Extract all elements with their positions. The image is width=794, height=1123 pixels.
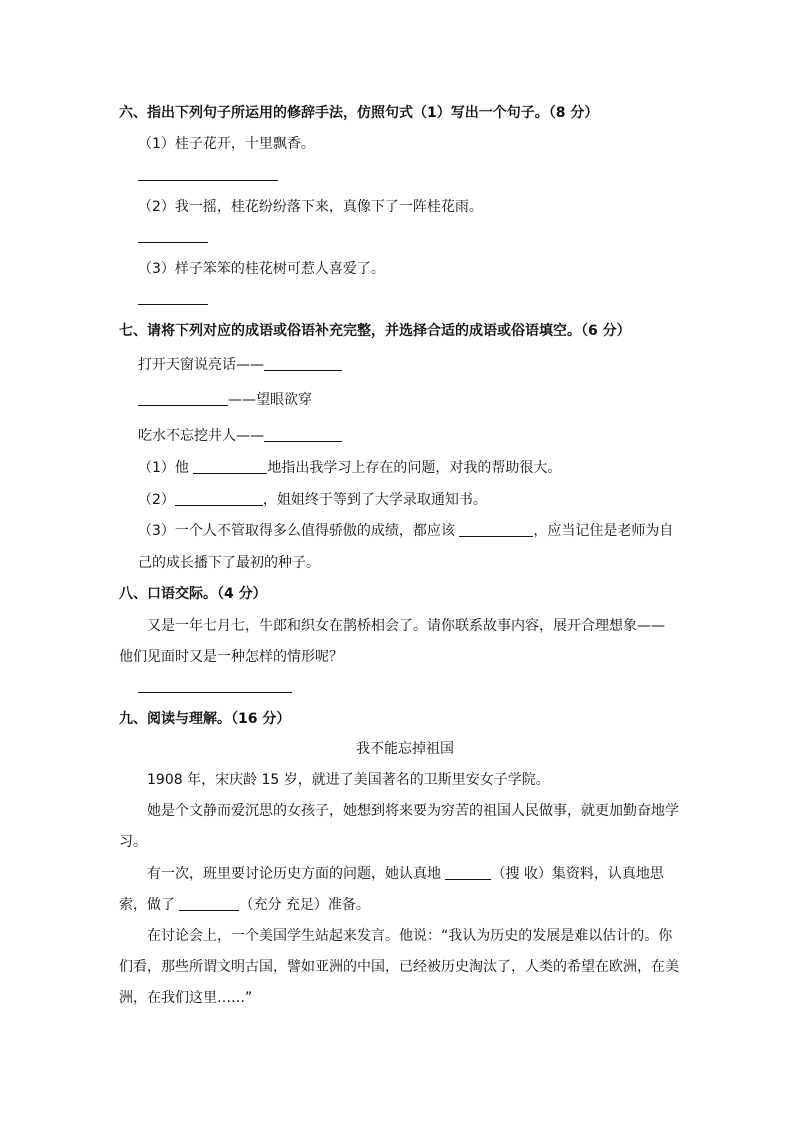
section-8-heading: 八、口语交际。（4 分） <box>119 586 267 602</box>
s7-fill-2 <box>138 491 487 509</box>
s7-fill-2-blank[interactable] <box>175 491 263 506</box>
s6-answer-line-1[interactable] <box>138 180 278 181</box>
s7-idiom-2-text: ——望眼欲穿 <box>228 392 312 408</box>
s7-fill-3-continuation: 己的成长播下了最初的种子。 <box>138 555 320 571</box>
s7-fill-1-suffix: 地指出我学习上存在的问题，对我的帮助很大。 <box>267 460 562 476</box>
s7-fill-2-prefix: （2） <box>138 492 175 508</box>
reading-para-2-line-2: 习。 <box>119 834 147 850</box>
reading-para-4-line-2: 们看，那些所谓文明古国，譬如亚洲的中国，已经被历史淘汰了，人类的希望在欧洲，在美 <box>119 959 679 975</box>
reading-title: 我不能忘掉祖国 <box>356 741 454 757</box>
s7-idiom-2-blank[interactable] <box>138 391 228 406</box>
reading-para-1: 1908 年，宋庆龄 15 岁，就进了美国著名的卫斯里安女子学院。 <box>147 772 550 788</box>
s8-prompt-line-2: 他们见面时又是一种怎样的情形呢？ <box>119 649 343 665</box>
s6-question-2: （2）我一摇，桂花纷纷落下来，真像下了一阵桂花雨。 <box>138 199 483 215</box>
reading-para-3-line-1 <box>147 865 664 883</box>
s7-fill-3-suffix: ，应当记住是老师为自 <box>533 523 674 539</box>
section-7-heading: 七、请将下列对应的成语或俗语补充完整，并选择合适的成语或俗语填空。（6 分） <box>119 323 631 339</box>
s8-answer-line[interactable] <box>138 692 292 693</box>
reading-para-3-text-d: （充分 充足）准备。 <box>239 897 370 913</box>
reading-para-4-line-3: 洲，在我们这里……” <box>119 990 253 1006</box>
reading-para-3-text-a: 有一次，班里要讨论历史方面的问题，她认真地 <box>147 866 441 882</box>
reading-para-2-line-1: 她是个文静而爱沉思的女孩子，她想到将来要为穷苦的祖国人民做事，就更加勤奋地学 <box>147 803 679 819</box>
s7-fill-1-blank[interactable] <box>193 459 267 474</box>
section-9-heading: 九、阅读与理解。（16 分） <box>119 711 291 727</box>
s7-idiom-1-blank[interactable] <box>264 356 342 371</box>
s7-fill-2-suffix: ，姐姐终于等到了大学录取通知书。 <box>262 492 487 508</box>
s6-question-1: （1）桂子花开，十里飘香。 <box>138 136 315 152</box>
s8-prompt-line-1: 又是一年七月七，牛郎和织女在鹊桥相会了。请你联系故事内容，展开合理想象—— <box>147 618 665 634</box>
s7-fill-1 <box>138 459 561 477</box>
s6-answer-line-3[interactable] <box>138 304 208 305</box>
reading-para-3-line-2 <box>119 896 370 914</box>
reading-para-3-text-c: 索，做了 <box>119 897 175 913</box>
s7-fill-3 <box>138 522 673 540</box>
section-6-heading: 六、指出下列句子所运用的修辞手法，仿照句式（1）写出一个句子。（8 分） <box>119 105 599 121</box>
s6-question-3: （3）样子笨笨的桂花树可惹人喜爱了。 <box>138 261 385 277</box>
reading-word-choice-blank-1[interactable] <box>445 865 491 880</box>
s7-idiom-3-text: 吃水不忘挖井人—— <box>138 428 264 444</box>
s7-idiom-2 <box>138 391 312 409</box>
s7-idiom-3-blank[interactable] <box>264 427 342 442</box>
s7-idiom-1 <box>138 356 342 374</box>
s6-answer-line-2[interactable] <box>138 242 208 243</box>
s7-idiom-3 <box>138 427 342 445</box>
reading-para-4-line-1: 在讨论会上，一个美国学生站起来发言。他说：“我认为历史的发展是难以估计的。你 <box>147 928 673 944</box>
s7-fill-1-prefix: （1）他 <box>138 460 189 476</box>
reading-word-choice-blank-2[interactable] <box>179 896 239 911</box>
s7-idiom-1-text: 打开天窗说亮话—— <box>138 357 264 373</box>
s7-fill-3-prefix: （3）一个人不管取得多么值得骄傲的成绩，都应该 <box>138 523 455 539</box>
s7-fill-3-blank[interactable] <box>459 522 533 537</box>
reading-para-3-text-b: （搜 收）集资料，认真地思 <box>491 866 664 882</box>
